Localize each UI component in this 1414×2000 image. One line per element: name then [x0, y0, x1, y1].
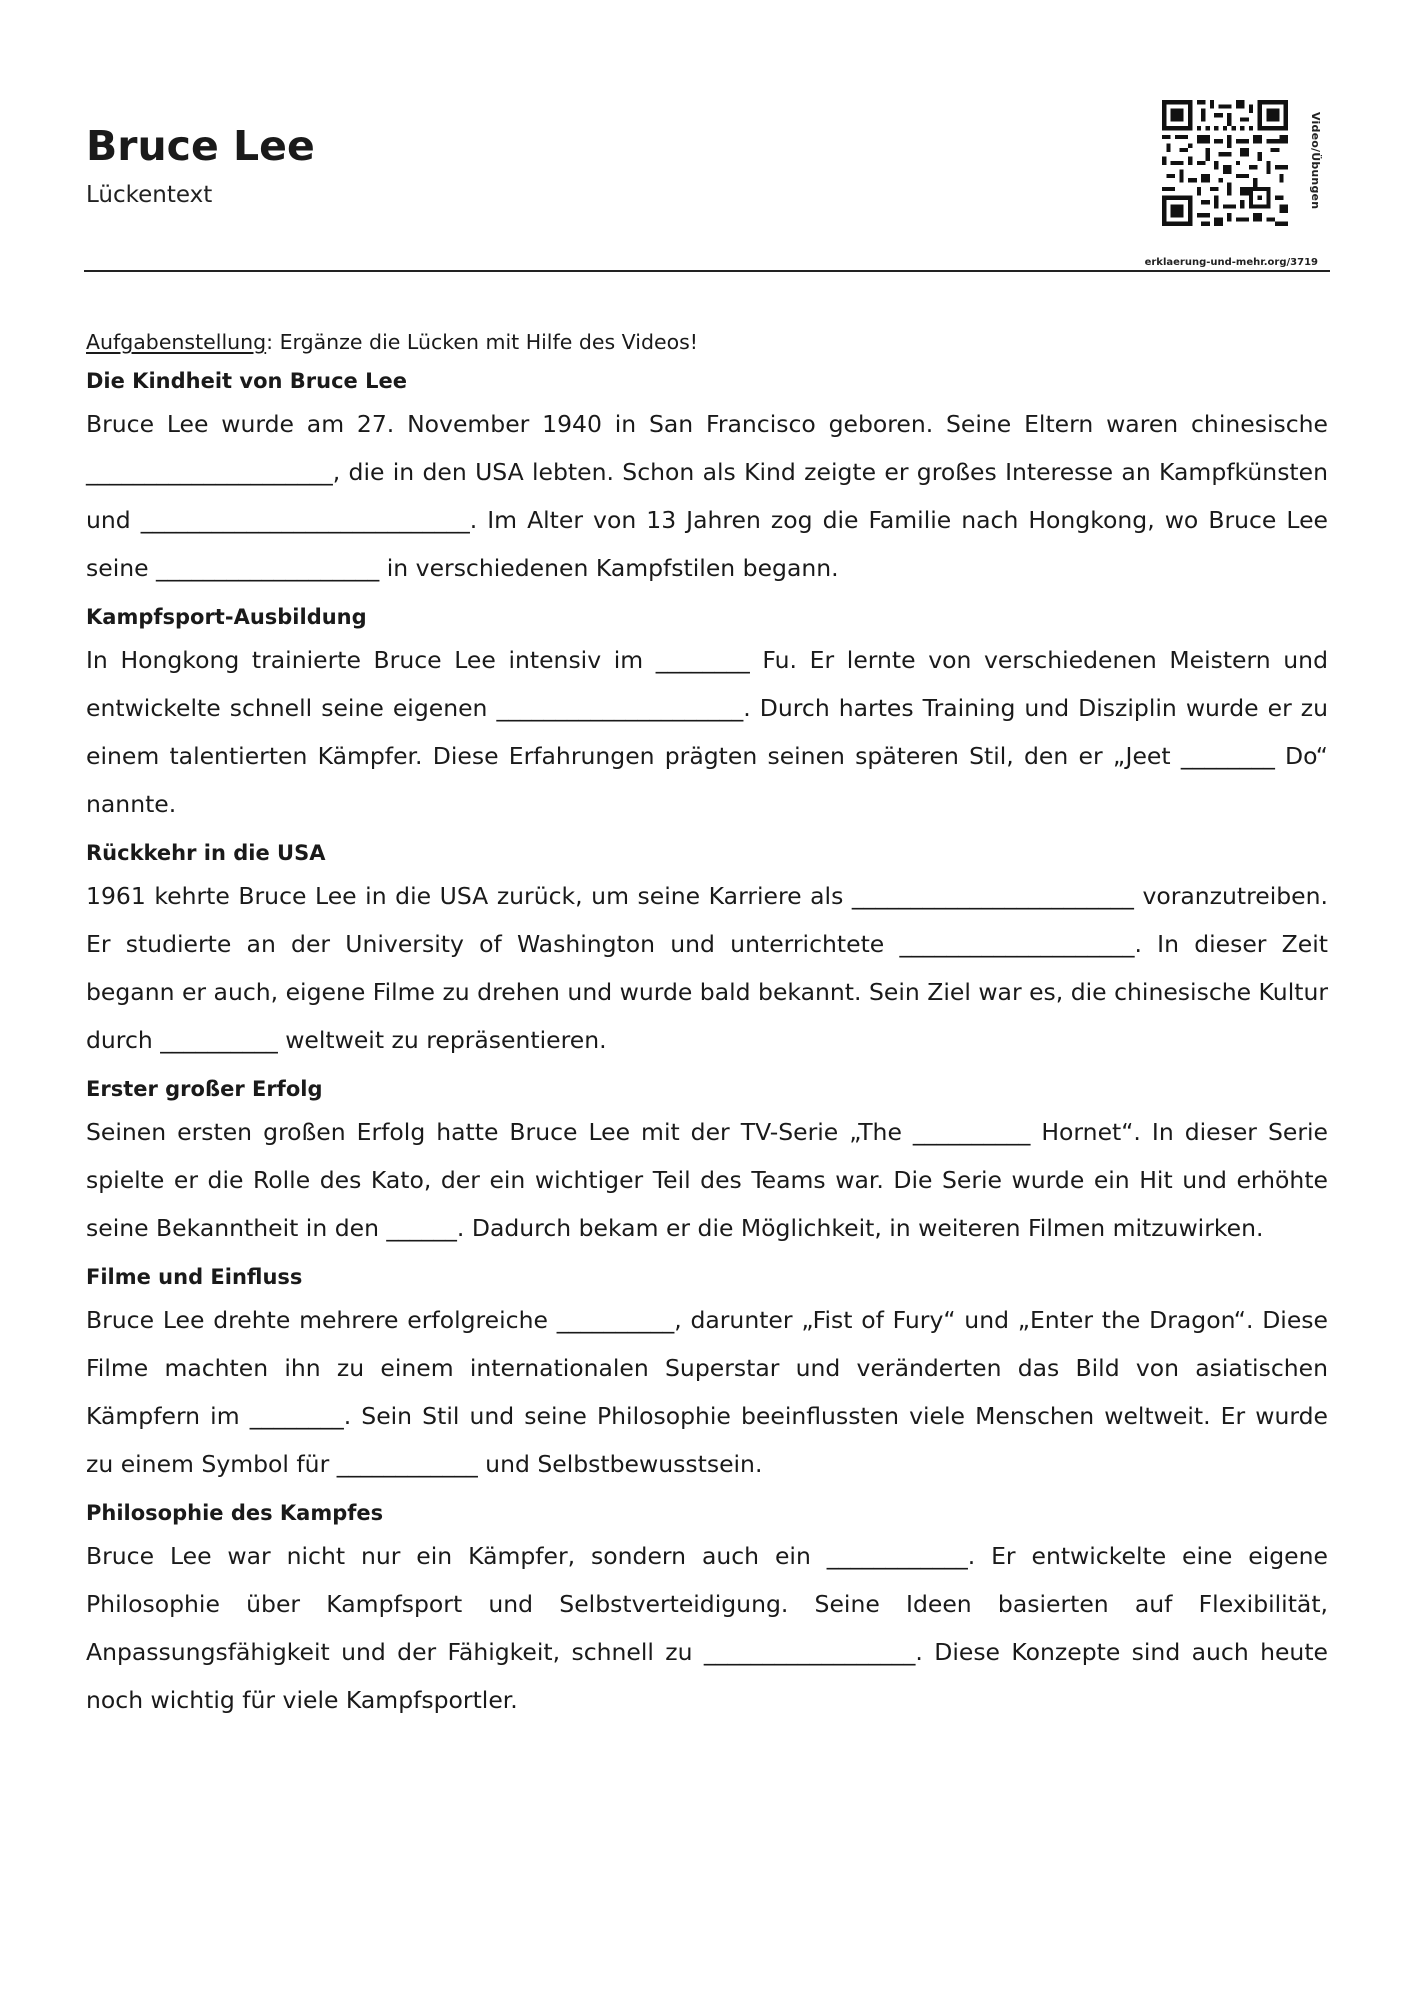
task-label: Aufgabenstellung	[86, 330, 267, 354]
video-uebungen-label: Video/Übungen	[1309, 112, 1322, 210]
section-text-filme: Bruce Lee drehte mehrere erfolgreiche __________, darunter „Fist of Fury“ und „Enter the Dragon“. Diese Filme machten ihn zu einem internationalen Superstar und veränderten das Bild von asiatischen Kämpfern im ________. Sein Stil und seine Philosophie beeinflussten viele Menschen weltweit. Er wurde zu einem Symbol für ____________ und Selbstbewusstsein.	[86, 1306, 1328, 1478]
qr-code-icon[interactable]	[1162, 100, 1288, 226]
section-text-ausbildung: In Hongkong trainierte Bruce Lee intensiv im ________ Fu. Er lernte von verschiedenen Meistern und entwickelte schnell seine eigenen _____________________. Durch hartes Training und Disziplin wurde er zu einem talentierten Kämpfer. Diese Erfahrungen prägten seinen späteren Stil, den er „Jeet ________ Do“ nannte.	[86, 646, 1328, 818]
source-link[interactable]: erklaerung-und-mehr.org/3719	[1144, 257, 1318, 268]
section-heading-philosophie: Philosophie des Kampfes	[86, 1501, 384, 1525]
page-subtitle: Lückentext	[86, 182, 213, 208]
section-heading-kindheit: Die Kindheit von Bruce Lee	[86, 369, 407, 393]
section-heading-erfolg: Erster großer Erfolg	[86, 1077, 323, 1101]
task-text: : Ergänze die Lücken mit Hilfe des Videos!	[266, 330, 699, 354]
section-text-philosophie: Bruce Lee war nicht nur ein Kämpfer, sondern auch ein ____________. Er entwickelte eine eigene Philosophie über Kampfsport und Selbstverteidigung. Seine Ideen basierten auf Flexibilität, Anpassungsfähigkeit und der Fähigkeit, schnell zu __________________. Diese Konzepte sind auch heute noch wichtig für viele Kampfsportler.	[86, 1542, 1328, 1714]
header-divider	[84, 270, 1330, 272]
section-heading-filme: Filme und Einfluss	[86, 1265, 303, 1289]
worksheet-content	[86, 318, 1328, 1736]
section-text-rueckkehr: 1961 kehrte Bruce Lee in die USA zurück, um seine Karriere als ________________________ voranzutreiben. Er studierte an der University of Washington und unterrichtete ____________________. In dieser Zeit begann er auch, eigene Filme zu drehen und wurde bald bekannt. Sein Ziel war es, die chinesische Kultur durch __________ weltweit zu repräsentieren.	[86, 882, 1328, 1054]
section-heading-ausbildung: Kampfsport-Ausbildung	[86, 605, 367, 629]
section-text-kindheit: Bruce Lee wurde am 27. November 1940 in San Francisco geboren. Seine Eltern waren chinesische _____________________, die in den USA lebten. Schon als Kind zeigte er großes Interesse an Kampfkünsten und ____________________________. Im Alter von 13 Jahren zog die Familie nach Hongkong, wo Bruce Lee seine ___________________ in verschiedenen Kampfstilen begann.	[86, 410, 1328, 582]
task-instruction	[86, 318, 1328, 366]
section-text-erfolg: Seinen ersten großen Erfolg hatte Bruce Lee mit der TV-Serie „The __________ Hornet“. In dieser Serie spielte er die Rolle des Kato, der ein wichtiger Teil des Teams war. Die Serie wurde ein Hit und erhöhte seine Bekanntheit in den ______. Dadurch bekam er die Möglichkeit, in weiteren Filmen mitzuwirken.	[86, 1118, 1328, 1242]
section-heading-rueckkehr: Rückkehr in die USA	[86, 841, 326, 865]
page-title: Bruce Lee	[86, 122, 315, 170]
